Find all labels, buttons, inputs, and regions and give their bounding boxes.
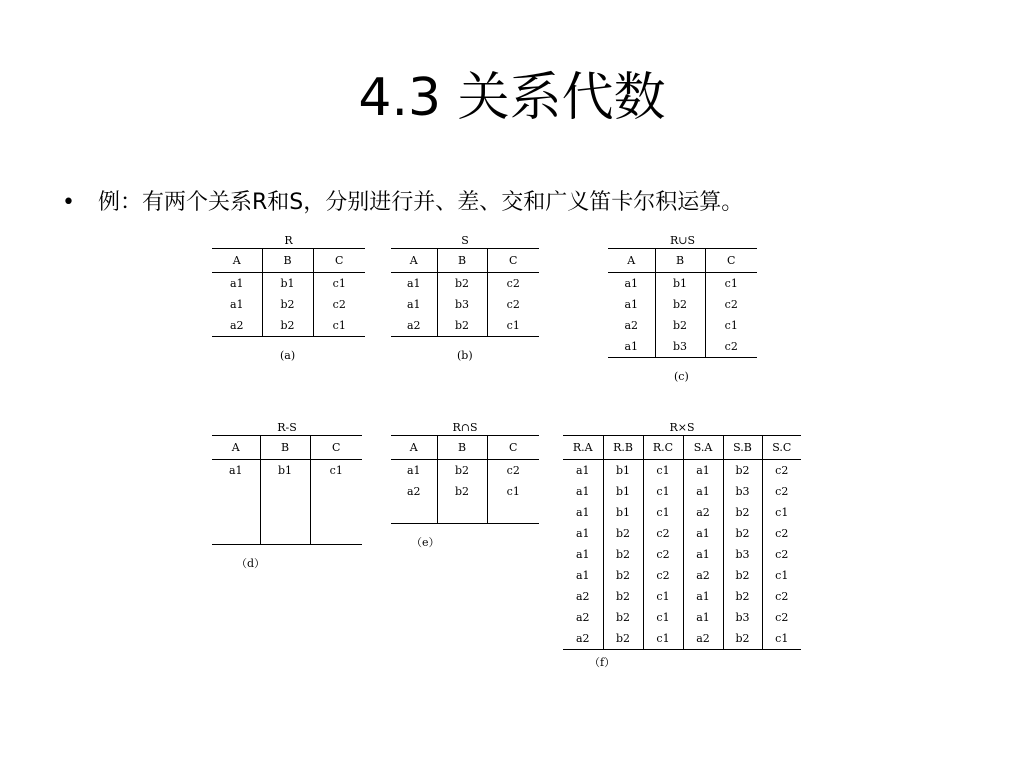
column-header: A [409,254,418,267]
column-header: S.A [683,436,723,460]
table-cell: b2 [603,586,643,607]
table-cell: c2 [762,607,801,628]
table-row [563,544,801,565]
table-cell: c1 [310,460,362,482]
table-header-row [391,249,539,273]
table-cell: a2 [683,565,723,586]
table-cell: a1 [229,277,244,290]
table-cell: a1 [683,586,723,607]
column-header: B [262,249,313,273]
table-cell: c2 [487,273,539,295]
table-cell: b2 [437,273,487,295]
table-row [563,523,801,544]
column-header: R.C [643,436,683,460]
table-cell: a1 [683,460,723,482]
table-cell: a1 [683,481,723,502]
table-cell: c2 [705,294,757,315]
table-cell: b3 [723,481,762,502]
table-cell: c2 [705,336,757,358]
table-cell: b1 [603,502,643,523]
table-cell: c2 [487,294,539,315]
table-cell: b1 [262,273,313,295]
table-cell: c2 [643,565,683,586]
empty-row [391,502,539,524]
table-cell: c1 [762,502,801,523]
table-cell: c1 [705,273,757,295]
table-cell: c2 [762,523,801,544]
table-caption: （d） [236,557,266,570]
table-cell: c2 [487,460,539,482]
table-cell: b2 [437,315,487,337]
empty-cell [487,502,539,524]
table-cell: c1 [313,273,365,295]
column-header: A [232,254,241,267]
table-cell: a1 [575,464,590,477]
table-cell: b2 [603,565,643,586]
table-cell: a2 [212,315,262,337]
empty-cell [437,502,487,524]
table-cell: a2 [391,315,437,337]
empty-cell [260,523,310,545]
table-cell: b2 [603,523,643,544]
table-product-block [563,421,801,670]
column-header: C [487,249,539,273]
column-header: B [655,249,705,273]
empty-cell [310,481,362,502]
column-header: R.B [603,436,643,460]
table-caption: （e） [411,536,440,549]
table-caption: (a) [280,349,296,362]
table-cell: c2 [762,481,801,502]
table-row [212,460,362,482]
column-header: B [260,436,310,460]
table-cell: b2 [723,565,762,586]
table-row [563,481,801,502]
table-cell: b2 [262,294,313,315]
table-cell: a2 [624,319,639,332]
column-header: C [705,249,757,273]
column-header: A [627,254,636,267]
table-cell: b2 [723,628,762,650]
table-cell: b3 [437,294,487,315]
table-cell: a1 [229,298,244,311]
table-cell: a1 [575,506,590,519]
table-cell: a1 [406,464,421,477]
table-row [391,315,539,337]
table-cell: a1 [683,544,723,565]
table-cell: a1 [624,277,639,290]
empty-cell [260,502,310,523]
table-cell: b2 [603,607,643,628]
empty-cell [310,502,362,523]
empty-cell [212,481,260,502]
table-cell: c2 [762,460,801,482]
table-row [391,273,539,295]
table-cell: b2 [723,523,762,544]
table-cell: c1 [705,315,757,336]
empty-cell [212,523,260,545]
table-row [563,586,801,607]
table-cell: b2 [655,315,705,336]
table-cell: a2 [683,502,723,523]
table-cell: b1 [655,273,705,295]
relation-table-product [563,435,801,650]
table-union-block [608,234,757,384]
table-cell: c1 [643,481,683,502]
table-title: R [284,234,293,247]
column-header: A [231,441,240,454]
table-cell: b2 [723,460,762,482]
table-row [563,502,801,523]
table-cell: a1 [624,298,639,311]
table-row [391,294,539,315]
empty-row [212,481,362,502]
table-cell: a1 [406,277,421,290]
table-header-row [391,436,539,460]
table-cell: c1 [643,502,683,523]
table-cell: b3 [723,607,762,628]
table-header-row [608,249,757,273]
empty-cell [310,523,362,545]
table-row [608,315,757,336]
table-cell: b2 [437,460,487,482]
table-title: R∪S [669,234,696,247]
table-cell: a2 [563,628,603,650]
table-difference-block [212,421,362,571]
table-intersection-block [391,421,539,550]
table-caption: (b) [457,349,473,362]
column-header: B [437,436,487,460]
table-cell: b1 [603,460,643,482]
table-title: S [461,234,469,247]
table-header-row [212,436,362,460]
table-row [391,460,539,482]
table-cell: b2 [437,481,487,502]
table-caption: (c) [674,370,689,383]
table-r-block [212,234,365,363]
column-header: C [310,436,362,460]
table-cell: b2 [655,294,705,315]
table-cell: b1 [603,481,643,502]
column-header: C [313,249,365,273]
table-cell: c2 [313,294,365,315]
table-cell: a1 [575,569,590,582]
empty-cell [391,502,437,524]
table-cell: c1 [313,315,365,337]
table-row [212,315,365,337]
table-row [608,336,757,358]
table-s-block [391,234,539,363]
table-cell: c1 [487,315,539,337]
table-cell: b2 [262,315,313,337]
slide-title: 4.3 关系代数 [358,68,666,128]
table-row [563,565,801,586]
empty-row [212,502,362,523]
relation-table-union [608,248,757,358]
table-title: R-S [277,421,297,434]
bullet-text: 例：有两个关系R和S，分别进行并、差、交和广义笛卡尔积运算。 [98,190,744,215]
bullet-item [62,187,743,219]
column-header: R.A [572,441,593,454]
empty-cell [260,481,310,502]
table-cell: a1 [406,298,421,311]
empty-cell [212,502,260,523]
table-cell: b3 [655,336,705,358]
column-header: S.B [723,436,762,460]
table-cell: a2 [406,485,421,498]
table-cell: c1 [643,586,683,607]
table-row [563,607,801,628]
table-cell: a1 [228,464,243,477]
table-cell: a2 [575,611,590,624]
table-cell: b2 [603,544,643,565]
table-cell: c1 [487,481,539,502]
table-cell: c1 [762,565,801,586]
table-title: R×S [669,421,695,434]
table-cell: b1 [260,460,310,482]
table-row [391,481,539,502]
table-cell: a1 [683,607,723,628]
table-cell: c2 [643,544,683,565]
table-cell: b2 [603,628,643,650]
relation-table-difference [212,435,362,545]
relation-table-intersection [391,435,539,524]
table-cell: c2 [762,544,801,565]
table-row [608,273,757,295]
table-title: R∩S [452,421,478,434]
table-cell: c2 [762,586,801,607]
column-header: A [409,441,418,454]
empty-row [212,523,362,545]
table-cell: a2 [683,628,723,650]
table-cell: b2 [723,502,762,523]
table-cell: a2 [575,590,590,603]
bullet-dot-icon: • [62,190,75,215]
table-cell: a1 [608,336,655,358]
table-cell: a1 [683,523,723,544]
table-caption: （f） [589,656,616,669]
table-cell: a1 [575,485,590,498]
column-header: S.C [762,436,801,460]
table-cell: a1 [575,548,590,561]
table-row [563,460,801,482]
table-cell: c1 [643,628,683,650]
table-row [212,294,365,315]
table-row [212,273,365,295]
table-cell: c2 [643,523,683,544]
table-cell: c1 [643,607,683,628]
table-header-row [563,436,801,460]
table-header-row [212,249,365,273]
column-header: B [437,249,487,273]
relation-table-s [391,248,539,337]
column-header: C [487,436,539,460]
table-cell: b2 [723,586,762,607]
table-cell: b3 [723,544,762,565]
table-row [563,628,801,650]
table-cell: c1 [643,460,683,482]
table-row [608,294,757,315]
table-cell: c1 [762,628,801,650]
relation-table-r [212,248,365,337]
table-cell: a1 [575,527,590,540]
